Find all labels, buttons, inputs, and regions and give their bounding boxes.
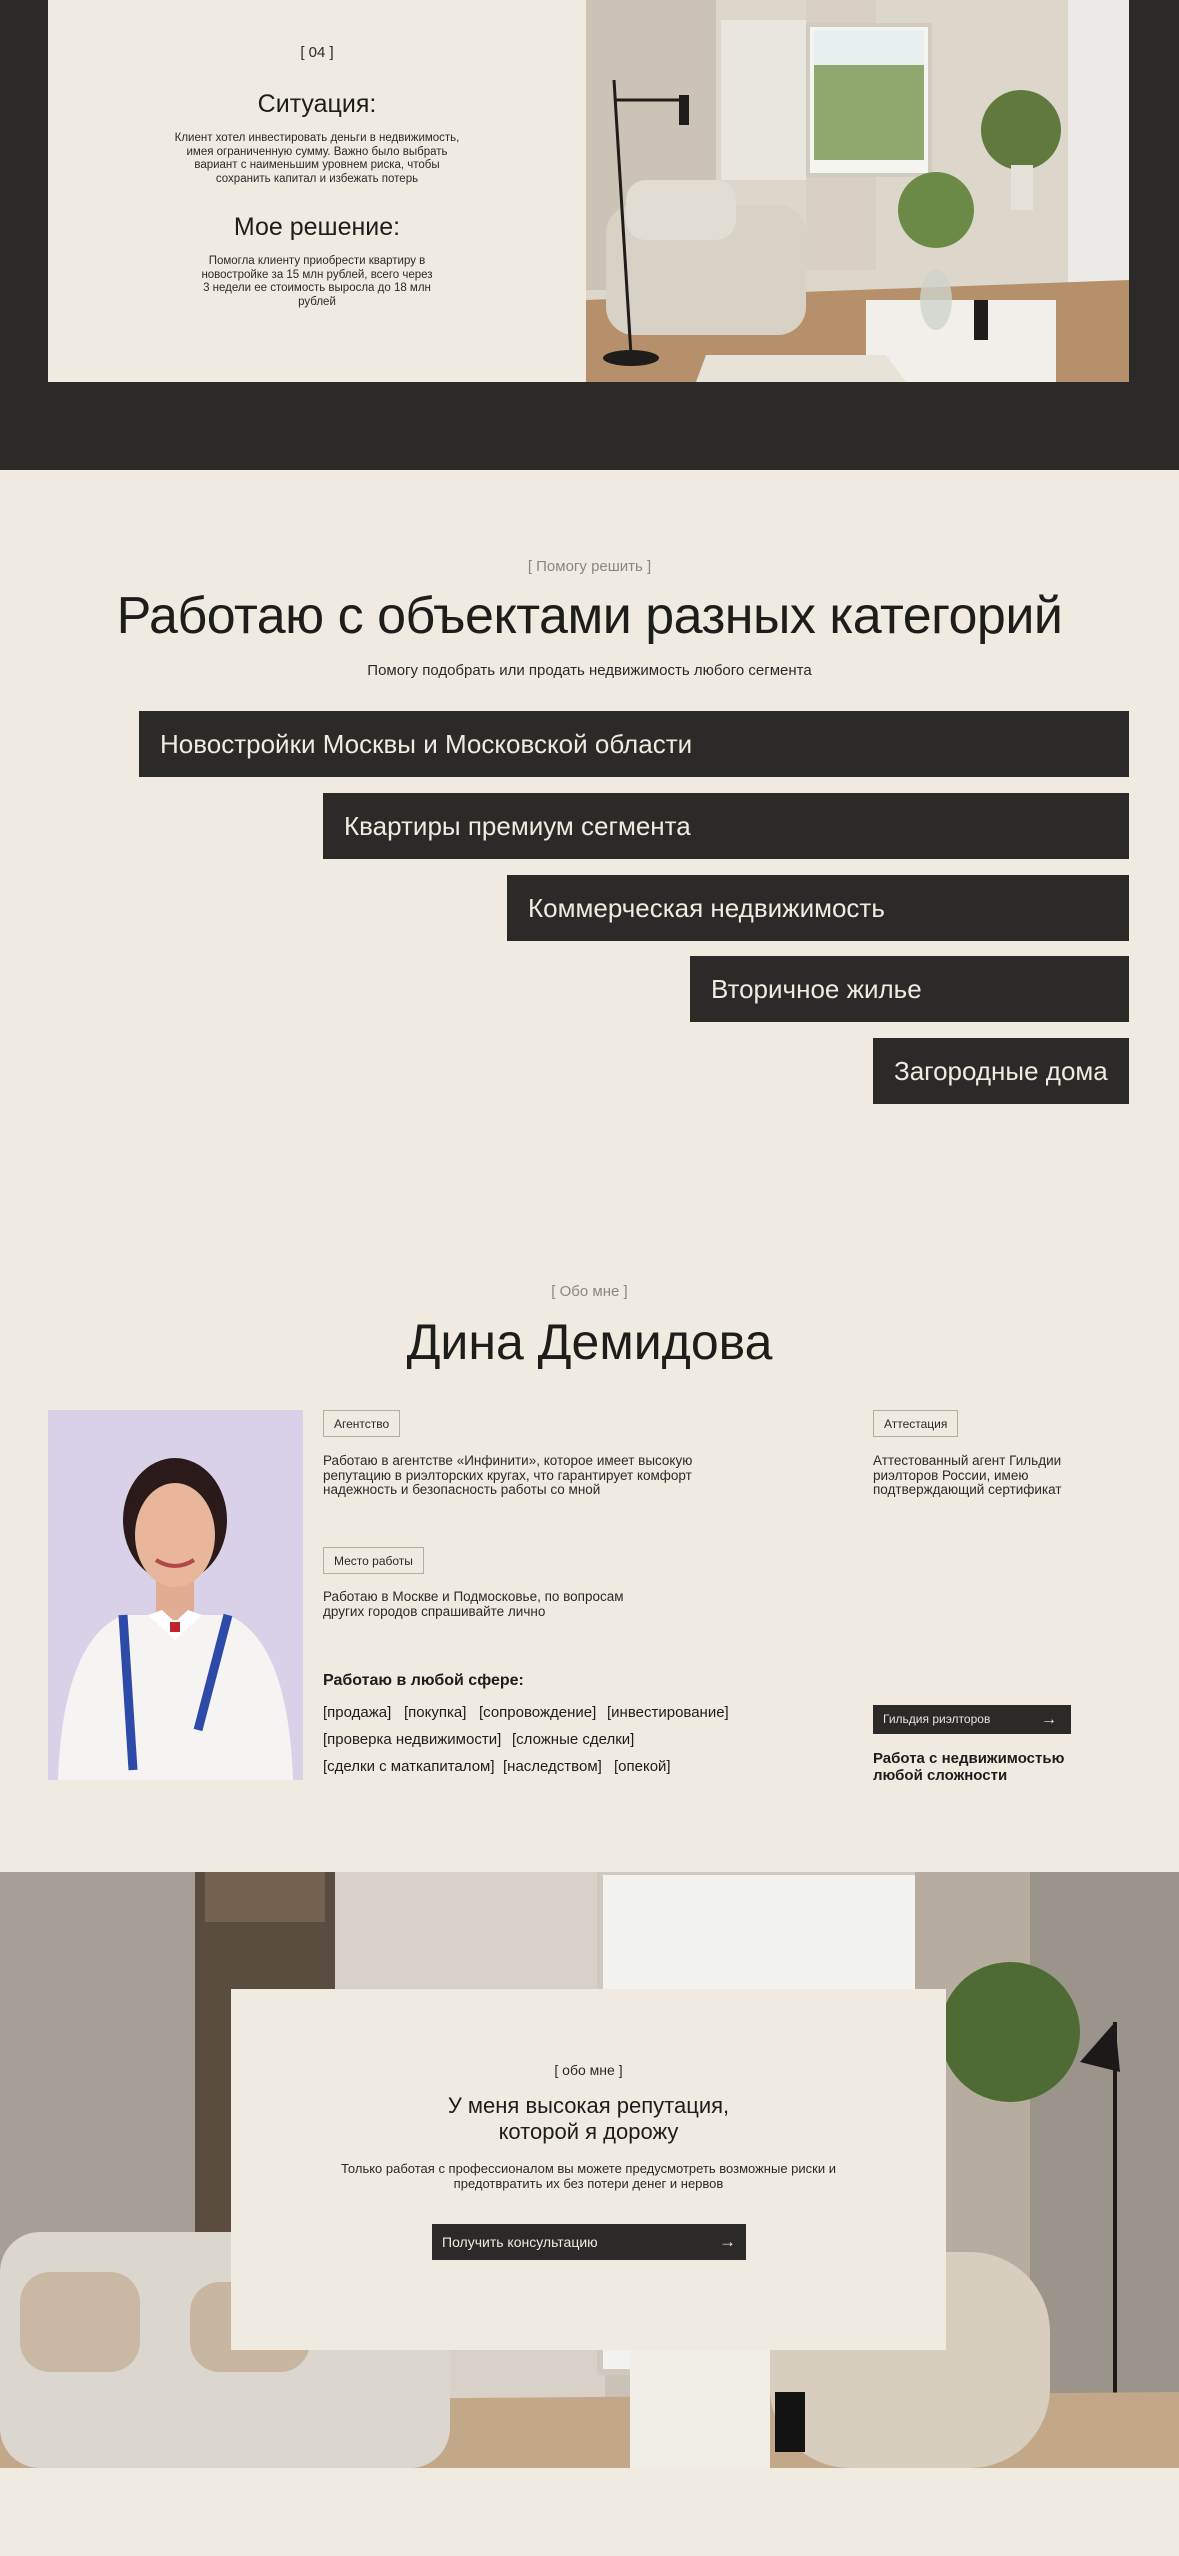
situation-text: Клиент хотел инвестировать деньги в недвижимость, имея ограниченную сумму. Важно было выбрать вариант с наименьшим уровнем риска, чтобы сохранить капитал и избежать потерь (174, 132, 460, 185)
sphere-sale: [продажа] (323, 1704, 392, 1721)
interior-illustration (586, 0, 1129, 382)
reputation-tag: [ обо мне ] (554, 2062, 623, 2078)
categories-tag: [ Помогу решить ] (527, 558, 652, 575)
category-premium-apartments[interactable]: Квартиры премиум сегмента (323, 793, 1129, 859)
guild-caption: Работа с недвижимостью любой сложности (873, 1750, 1065, 1784)
get-consultation-button[interactable] (432, 2224, 746, 2260)
workplace-chip: Место работы (323, 1547, 424, 1574)
agency-text: Работаю в агентстве «Инфинити», которое имеет высокую репутацию в риэлторских кругах, что гарантирует комфорт надежность и безопасность работы со мной (323, 1453, 693, 1497)
reputation-title-line2: которой я дорожу (498, 2119, 679, 2144)
case-text-panel (48, 0, 586, 382)
sphere-purchase: [покупка] (404, 1704, 467, 1721)
reputation-title-line1: У меня высокая репутация, (447, 2093, 730, 2118)
workplace-text: Работаю в Москве и Подмосковье, по вопросам других городов спрашивайте лично (323, 1589, 624, 1619)
solution-title: Мое решение: (233, 213, 401, 241)
category-new-buildings[interactable]: Новостройки Москвы и Московской области (139, 711, 1129, 777)
case-section (0, 0, 1179, 470)
sphere-property-check: [проверка недвижимости] (323, 1731, 502, 1748)
category-country-houses[interactable]: Загородные дома (873, 1038, 1129, 1104)
spheres-title: Работаю в любой сфере: (323, 1672, 524, 1689)
solution-text: Помогла клиенту приобрести квартиру в новостройке за 15 млн рублей, всего через 3 недели ее стоимость выросла до 18 млн рублей (201, 255, 433, 308)
sphere-investing: [инвестирование] (607, 1704, 729, 1721)
attestation-text: Аттестованный агент Гильдии риэлторов России, имею подтверждающий сертификат (873, 1453, 1062, 1497)
case-interior-photo (586, 0, 1129, 382)
guild-button[interactable] (873, 1705, 1071, 1734)
agency-chip: Агентство (323, 1410, 400, 1437)
portrait-illustration (48, 1410, 303, 1780)
categories-subtitle: Помогу подобрать или продать недвижимость любого сегмента (367, 662, 812, 679)
sphere-support: [сопровождение] (479, 1704, 597, 1721)
sphere-guardianship: [опекой] (614, 1758, 671, 1775)
arrow-right-icon: → (1041, 1711, 1057, 1728)
guild-button-label: Гильдия риэлторов (883, 1712, 991, 1726)
attestation-chip: Аттестация (873, 1410, 958, 1437)
category-secondary-housing[interactable]: Вторичное жилье (690, 956, 1129, 1022)
categories-title: Работаю с объектами разных категорий (116, 587, 1063, 645)
agent-portrait (48, 1410, 303, 1780)
case-number: [ 04 ] (300, 44, 334, 61)
situation-title: Ситуация: (257, 90, 377, 118)
sphere-complex-deals: [сложные сделки] (512, 1731, 635, 1748)
sphere-maternity-capital: [сделки с маткапиталом] (323, 1758, 495, 1775)
sphere-inheritance: [наследством] (503, 1758, 602, 1775)
reputation-text: Только работая с профессионалом вы можете предусмотреть возможные риски и предотвратить их без потери денег и нервов (341, 2161, 836, 2191)
arrow-right-icon: → (719, 2232, 736, 2251)
case-card (48, 0, 1129, 382)
category-commercial[interactable]: Коммерческая недвижимость (507, 875, 1129, 941)
about-tag: [ Обо мне ] (551, 1283, 628, 1300)
get-consultation-label: Получить консультацию (442, 2234, 598, 2250)
agent-name: Дина Демидова (406, 1314, 773, 1370)
